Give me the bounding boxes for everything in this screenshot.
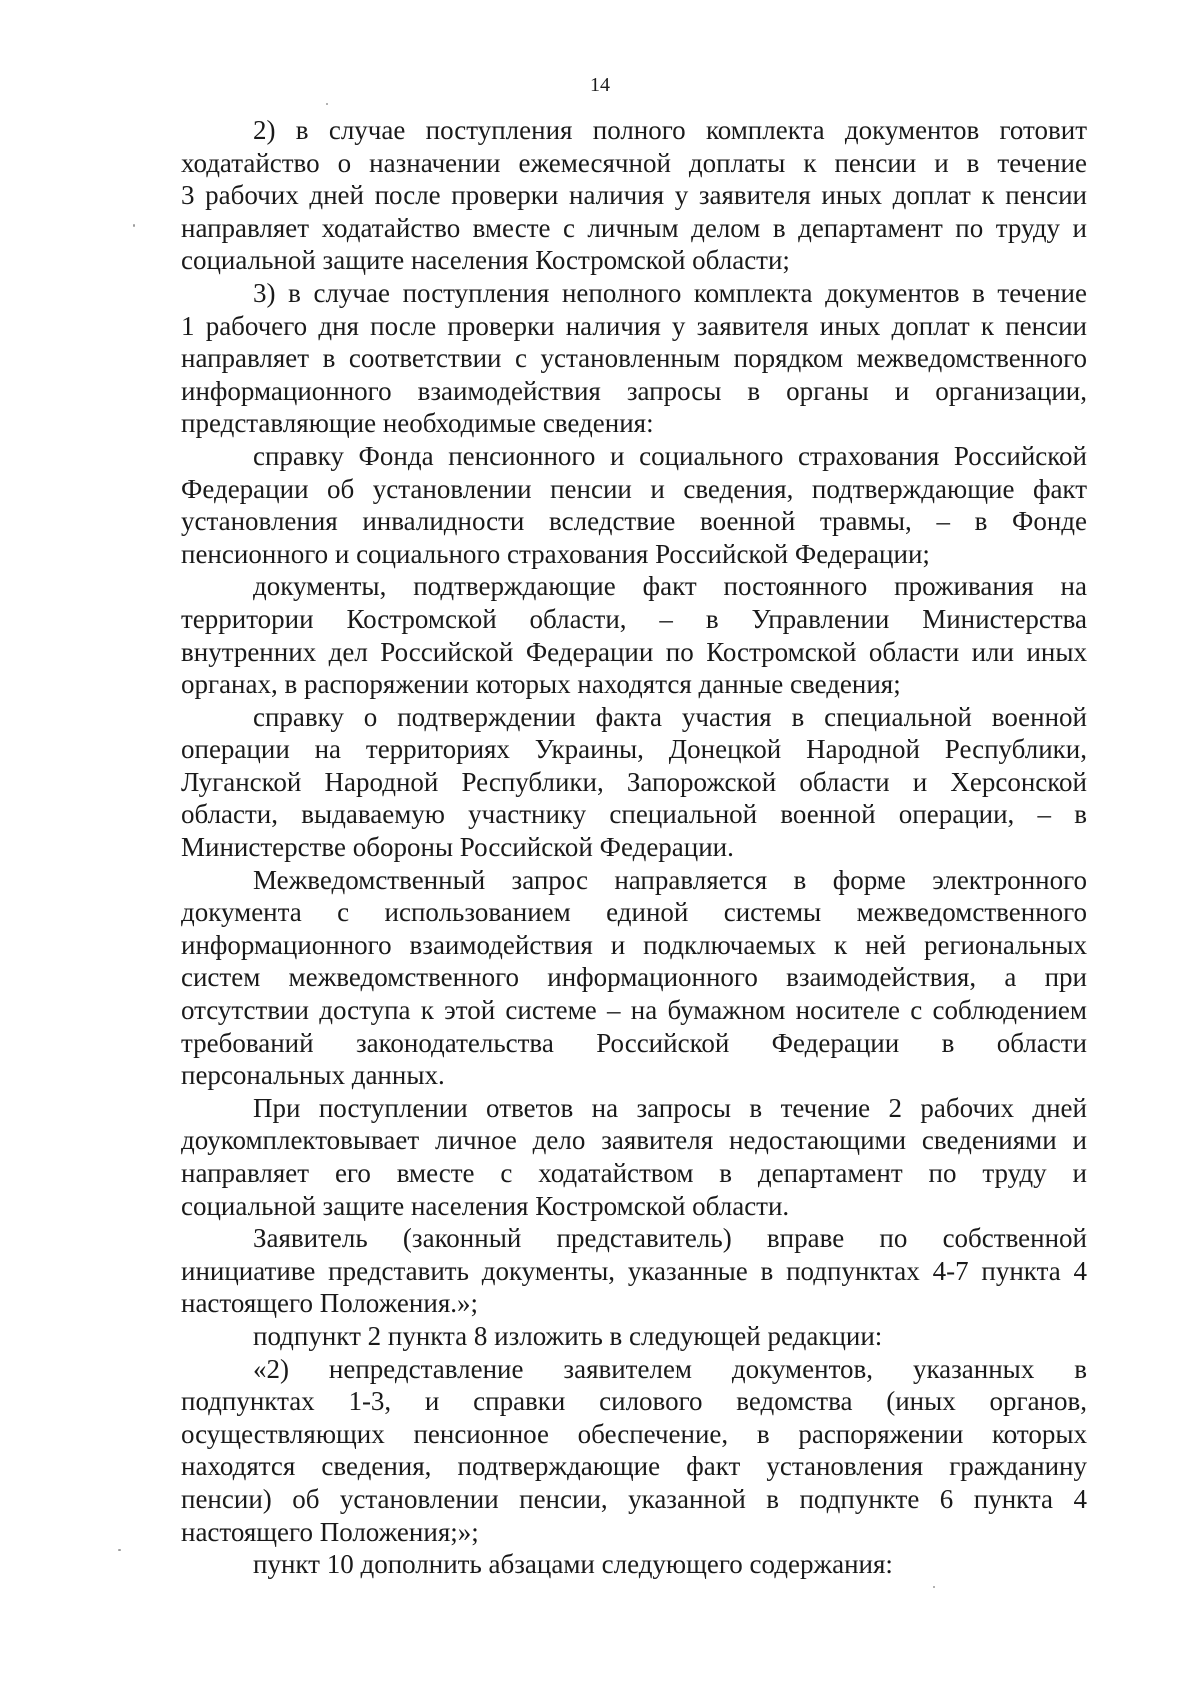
text-line: социальной защите населения Костромской области. [181,1190,790,1221]
text-line: направляет его вместе с ходатайством в департамент по труду и [181,1158,1087,1188]
paragraph-amend-point-8 [181,1320,1087,1353]
text-line: области, выдаваемую участнику специальной военной операции, – в [181,799,1087,830]
text-line: При поступлении ответов на запросы в течение 2 рабочих дней [253,1092,1087,1123]
text-line: доукомплектовывает личное дело заявителя недостающими сведениями и [181,1125,1087,1156]
text-line: ходатайство о назначении ежемесячной доплаты к пенсии и в течение [181,147,1087,178]
text-line: направляет в соответствии с установленным порядком межведомственного [181,343,1087,374]
text-line: Межведомственный запрос направляется в форме электронного [253,864,1087,895]
paragraph-residence-documents [181,570,1087,700]
paragraph-responses [181,1092,1087,1222]
text-line: территории Костромской области, – в Управлении Министерства [181,603,1087,634]
text-line: систем межведомственного информационного взаимодействия, а при [181,962,1087,993]
text-line: подпункт 2 пункта 8 изложить в следующей редакции: [253,1320,883,1351]
text-line: органах, в распоряжении которых находятся данные сведения; [181,669,901,700]
text-line: Заявитель (законный представитель) вправе по собственной [253,1223,1087,1254]
text-line: информационного взаимодействия и подключаемых к ней региональных [181,929,1087,960]
text-line: внутренних дел Российской Федерации по Костромской области или иных [181,636,1087,667]
paragraph-applicant-initiative [181,1222,1087,1320]
scan-speck [118,1549,121,1551]
paragraph-subpoint-2 [181,114,1087,277]
scan-speck [133,224,135,227]
text-line: пенсионного и социального страхования Российской Федерации; [181,538,930,569]
text-line: подпунктах 1-3, и справки силового ведомства (иных органов, [181,1386,1087,1417]
scan-speck [326,103,328,105]
text-line: отсутствии доступа к этой системе – на бумажном носителе с соблюдением [181,995,1087,1026]
text-line: 3) в случае поступления неполного комплекта документов в течение [253,277,1087,308]
text-line: представляющие необходимые сведения: [181,408,654,439]
text-line: социальной защите населения Костромской области; [181,245,790,276]
paragraph-subpoint-3 [181,277,1087,440]
text-line: 1 рабочего дня после проверки наличия у заявителя иных доплат к пенсии [181,310,1087,341]
text-line: установления инвалидности вследствие военной травмы, – в Фонде [181,506,1087,537]
text-line: 2) в случае поступления полного комплекта документов готовит [253,115,1087,145]
text-line: «2) непредставление заявителем документов, указанных в [253,1353,1087,1384]
text-line: 3 рабочих дней после проверки наличия у заявителя иных доплат к пенсии [181,180,1087,211]
text-line: требований законодательства Российской Федерации в области [181,1027,1087,1058]
scan-speck [933,1586,935,1588]
text-line: Луганской Народной Республики, Запорожской области и Херсонской [181,766,1087,797]
text-line: справку о подтверждении факта участия в специальной военной [253,701,1087,732]
text-line: Министерстве обороны Российской Федерации. [181,832,734,863]
page-number: 14 [590,74,610,96]
text-line: настоящего Положения;»; [181,1516,479,1547]
text-line: осуществляющих пенсионное обеспечение, в распоряжении которых [181,1418,1087,1449]
text-line: пункт 10 дополнить абзацами следующего содержания: [253,1549,893,1580]
text-line: Федерации об установлении пенсии и сведения, подтверждающие факт [181,473,1087,504]
text-line: инициативе представить документы, указанные в подпунктах 4-7 пункта 4 [181,1255,1087,1286]
paragraph-military-operation-certificate [181,701,1087,864]
text-line: находятся сведения, подтверждающие факт установления гражданину [181,1451,1087,1482]
paragraph-pension-fund-certificate [181,440,1087,570]
text-line: информационного взаимодействия запросы в органы и организации, [181,375,1087,406]
text-line: справку Фонда пенсионного и социального страхования Российской [253,440,1087,471]
text-line: документы, подтверждающие факт постоянного проживания на [253,571,1087,602]
text-line: операции на территориях Украины, Донецкой Народной Республики, [181,734,1087,765]
paragraph-interagency-request [181,864,1087,1092]
text-line: пенсии) об установлении пенсии, указанной в подпункте 6 пункта 4 [181,1483,1087,1514]
paragraph-new-subpoint-2 [181,1353,1087,1549]
text-line: настоящего Положения.»; [181,1288,478,1319]
document-body [181,114,1087,1581]
text-line: документа с использованием единой системы межведомственного [181,897,1087,928]
paragraph-amend-point-10 [181,1548,1087,1581]
text-line: персональных данных. [181,1060,445,1091]
text-line: направляет ходатайство вместе с личным делом в департамент по труду и [181,212,1087,243]
